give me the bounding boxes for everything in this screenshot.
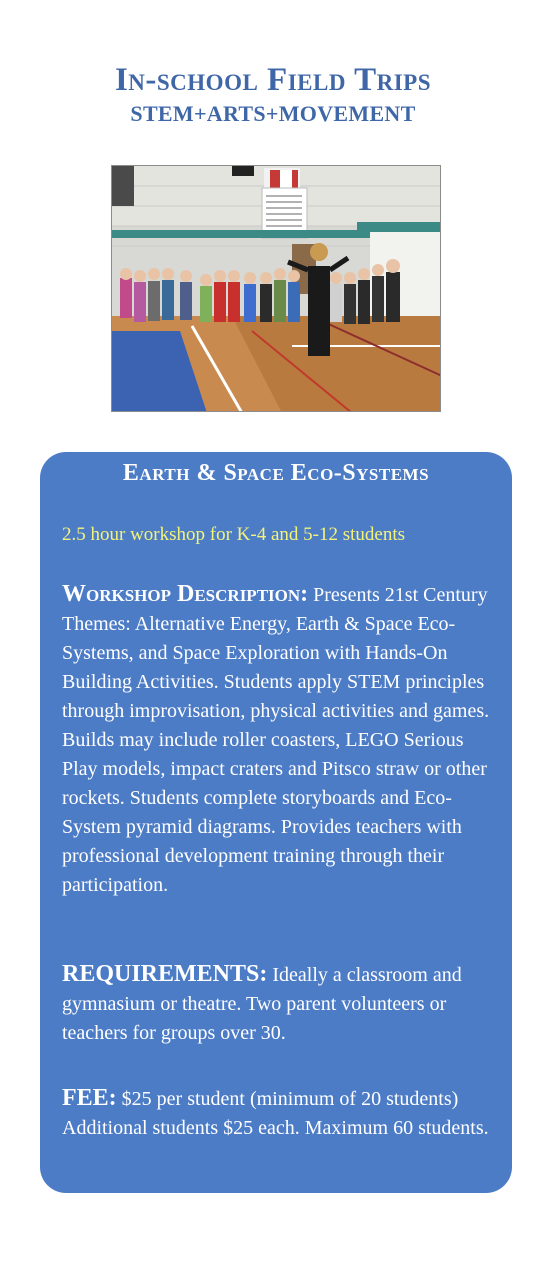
fee-text: $25 per student (minimum of 20 students) Additional students $25 each. Maximum 60 students. <box>62 1088 489 1139</box>
workshop-card <box>40 452 512 1193</box>
fee-heading: FEE: <box>62 1085 117 1111</box>
description-heading: Workshop Description: <box>62 581 309 607</box>
workshop-tagline: 2.5 hour workshop for K-4 and 5-12 students <box>62 524 406 545</box>
gym-scene-image <box>112 166 441 412</box>
requirements-text: Ideally a classroom and gymnasium or theatre. Two parent volunteers or teachers for groups over 30. <box>62 964 462 1044</box>
workshop-fee <box>62 1084 498 1143</box>
classroom-photo <box>111 165 441 412</box>
page-header <box>0 62 546 128</box>
page-subtitle: STEM+ARTS+MOVEMENT <box>130 101 416 126</box>
workshop-title: Earth & Space Eco-Systems <box>122 460 430 486</box>
page-title: In-school Field Trips <box>114 62 432 98</box>
requirements-heading: REQUIREMENTS: <box>62 961 268 987</box>
workshop-description <box>62 580 498 900</box>
description-text: Presents 21st Century Themes: Alternative Energy, Earth & Space Eco-Systems, and Space Exploration with Hands-On Building Activities. Students apply STEM principles through improvisation, physical activities and games. Builds may include roller coasters, LEGO Serious Play models, impact craters and Pitsco straw or other rockets. Students complete storyboards and Eco-System pyramid diagrams. Provides teachers with professional development training through their participation. <box>62 584 490 896</box>
workshop-requirements <box>62 960 498 1048</box>
